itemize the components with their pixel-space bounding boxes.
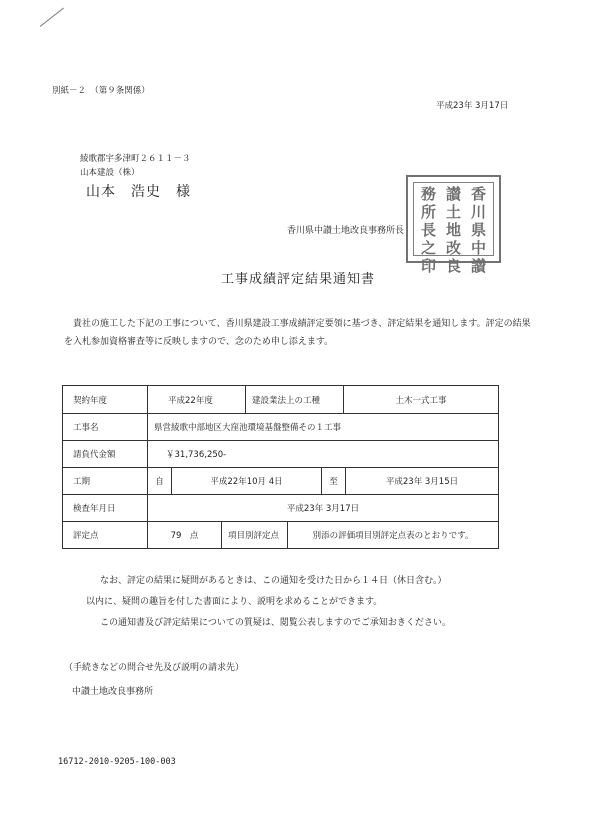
seal-char: 所 [420,203,436,221]
contract-year-value: 平成22年度 [147,386,245,413]
period-to-date: 平成23年 3月15日 [345,468,498,494]
table-row [63,467,498,494]
sender-title: 香川県中讃土地改良事務所長 [287,226,405,236]
period-to-label: 至 [321,468,345,494]
recipient-company: 山本建設（株） [80,168,140,178]
intro-paragraph: 貴社の施工した下記の工事について、香川県建設工事成績評定要領に基づき、評定結果を通知します。評定の結果を入札参加資格審査等に反映しますので、念のため申し添えます。 [64,319,531,347]
official-seal-icon [406,175,501,275]
seal-char: 県 [470,221,486,239]
amount-value: ￥31,736,250- [147,441,498,467]
table-row [63,440,498,467]
score-label: 評定点 [73,531,99,541]
contact-office: 中讃土地改良事務所 [72,687,154,697]
period-label: 工期 [73,477,91,487]
amount-label: 請負代金額 [73,450,116,460]
itemized-label: 項目別評定点 [221,522,287,548]
period-from-date: 平成22年10月 4日 [171,468,321,494]
note-line-1: なお、評定の結果に疑問があるときは、この通知を受けた日から１４日（休日含む。） [100,576,447,586]
issue-date: 平成23年 3月17日 [436,101,509,111]
seal-char: 香 [470,185,486,203]
table-row [63,386,498,413]
form-reference: 別紙－２ （第９条関係） [52,86,150,96]
note-line-2: 以内に、疑問の趣旨を付した書面により、説明を求めることができます。 [86,597,383,607]
seal-char: 川 [470,203,486,221]
seal-char: 長 [420,221,436,239]
evaluation-table [62,385,499,549]
period-from-label: 自 [147,468,171,494]
pen-mark [40,8,64,27]
table-row [63,521,498,548]
recipient-address: 綾歌郡宇多津町２６１１－３ [80,154,191,164]
seal-char: 中 [470,239,486,257]
seal-char: 地 [445,221,461,239]
seal-characters [413,182,494,275]
table-row [63,413,498,440]
itemized-value: 別添の評価項目別評定点表のとおりです。 [287,522,498,548]
document-title: 工事成績評定結果通知書 [220,272,375,287]
work-type-value: 土木一式工事 [343,386,498,413]
score-value: 79 点 [147,522,221,548]
note-line-3: この通知書及び評定結果についての質疑は、閲覧公表しますのでご承知おきください。 [100,618,451,628]
work-name-value: 県営綾歌中部地区大窪池環境基盤整備その１工事 [147,414,498,440]
contact-heading: （手続きなどの問合せ先及び説明の請求先） [64,663,245,673]
table-row [63,494,498,521]
recipient-name: 山本 浩史 様 [86,184,191,200]
seal-char: 印 [420,257,436,275]
work-name-label: 工事名 [73,423,99,433]
seal-char: 改 [445,239,461,257]
work-type-label: 建設業法上の工種 [245,386,343,413]
seal-char: 讃 [470,257,486,275]
seal-char: 務 [420,185,436,203]
inspection-label: 検査年月日 [73,504,116,514]
seal-char: 讃 [445,185,461,203]
inspection-date: 平成23年 3月17日 [147,495,498,521]
seal-char: 良 [445,257,461,275]
contract-year-label: 契約年度 [73,395,108,406]
seal-char: 之 [420,239,436,257]
seal-char: 土 [445,203,461,221]
document-code: 16712-2010-9205-100-003 [58,757,176,767]
